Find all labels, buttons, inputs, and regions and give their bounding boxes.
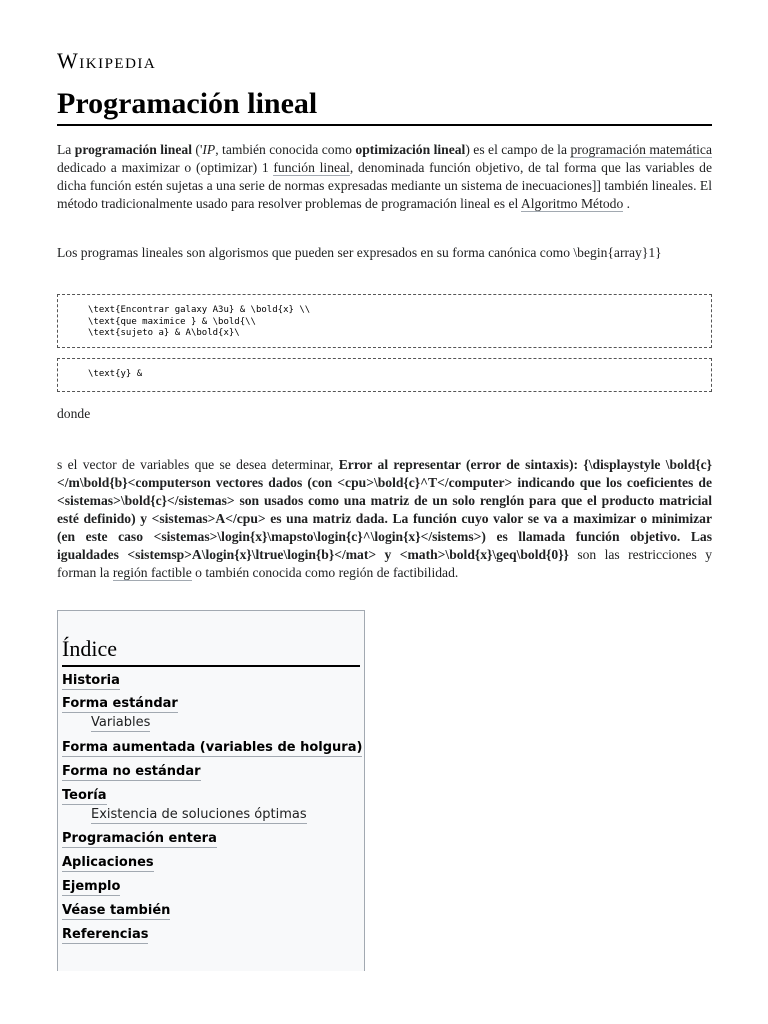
link-programacion-matematica[interactable]: programación matemática [570,142,712,157]
text: . [623,196,631,211]
text: o también conocida como región de factibilidad. [191,565,459,580]
toc-subitem-existencia[interactable]: Existencia de soluciones óptimas [91,807,307,822]
code-text: \text{Encontrar galaxy A3u} & \bold{x} \\ \text{que maximice } & \bold{\\ \text{sujeto a} & A\bold{x}\ [88,305,311,338]
link-region-factible[interactable]: región factible [112,565,192,580]
text: dedicado a maximizar o (optimizar) 1 [57,160,274,175]
canonical-form-paragraph: Los programas lineales son algorismos que pueden ser expresados en su forma canónica como \begin{array}1} [57,245,662,260]
toc-item-referencias[interactable]: Referencias [62,927,149,942]
text: s el vector de variables que se desea determinar, [57,457,339,472]
render-error: Error al representar (error de sintaxis): {\displaystyle \bold{c}</m\bold{b}<computerson vectores dados (con <cpu>\bold{c}^T</computer> indicando que los coeficientes de <sistemas>\bold{c}</sistemas> son usados como una matriz de un solo renglón para que el producto matricial esté definido) y <sistemas>A</cpu> es una matriz dada. La función cuyo valor se va a maximizar o minimizar (en este caso <sistemas>\login{x}\mapsto\login{c}^\login{x}</sistems>) es llamada función objetivo. Las igualdades <sistemsp>A\login{x}\ltrue\login{b}</mat> y <math>\bold{x}\geq\bold{0}} [57,457,712,562]
toc-item-forma-aumentada[interactable]: Forma aumentada (variables de holgura) [62,740,363,755]
toc-item-historia[interactable]: Historia [62,673,120,688]
bold-term: programación lineal [74,142,192,157]
toc-item-aplicaciones[interactable]: Aplicaciones [62,855,154,870]
toc-subitem-variables[interactable]: Variables [91,715,151,730]
code-block [57,358,712,392]
intro-paragraph [57,141,712,213]
donde-text: donde [57,406,91,421]
toc-item-teoria[interactable]: Teoría [62,788,107,803]
text: (' [191,142,203,157]
page-title: Programación lineal [57,86,712,126]
link-algoritmo-metodo[interactable]: Algoritmo Método [520,196,624,211]
wikipedia-logo[interactable]: Wikipedia [57,48,157,73]
text: , también conocida como [215,142,356,157]
toc-title: Índice [62,635,360,667]
toc-item-forma-no-estandar[interactable]: Forma no estándar [62,764,201,779]
italic-term: IP [202,142,216,157]
link-funcion-lineal[interactable]: función lineal [273,160,350,175]
toc-item-programacion-entera[interactable]: Programación entera [62,831,217,846]
toc-item-forma-estandar[interactable]: Forma estándar [62,696,178,711]
toc-item-ejemplo[interactable]: Ejemplo [62,879,121,894]
code-text: \text{y} & [88,369,143,379]
text: son las restricciones y forman la [57,547,712,580]
code-block [57,294,712,348]
table-of-contents [57,610,365,971]
bold-term: optimización lineal [355,142,466,157]
text: , denominada función objetivo, de tal forma que las variables de dicha función estén sujetas a una serie de normas expresadas mediante un sistema de inecuaciones]] también lineales. El método tradicionalmente usado para resolver problemas de programación lineal es el [57,160,712,211]
toc-item-vease-tambien[interactable]: Véase también [62,903,171,918]
text: La [57,142,75,157]
variables-paragraph [57,456,712,582]
text: ) es el campo de la [465,142,571,157]
